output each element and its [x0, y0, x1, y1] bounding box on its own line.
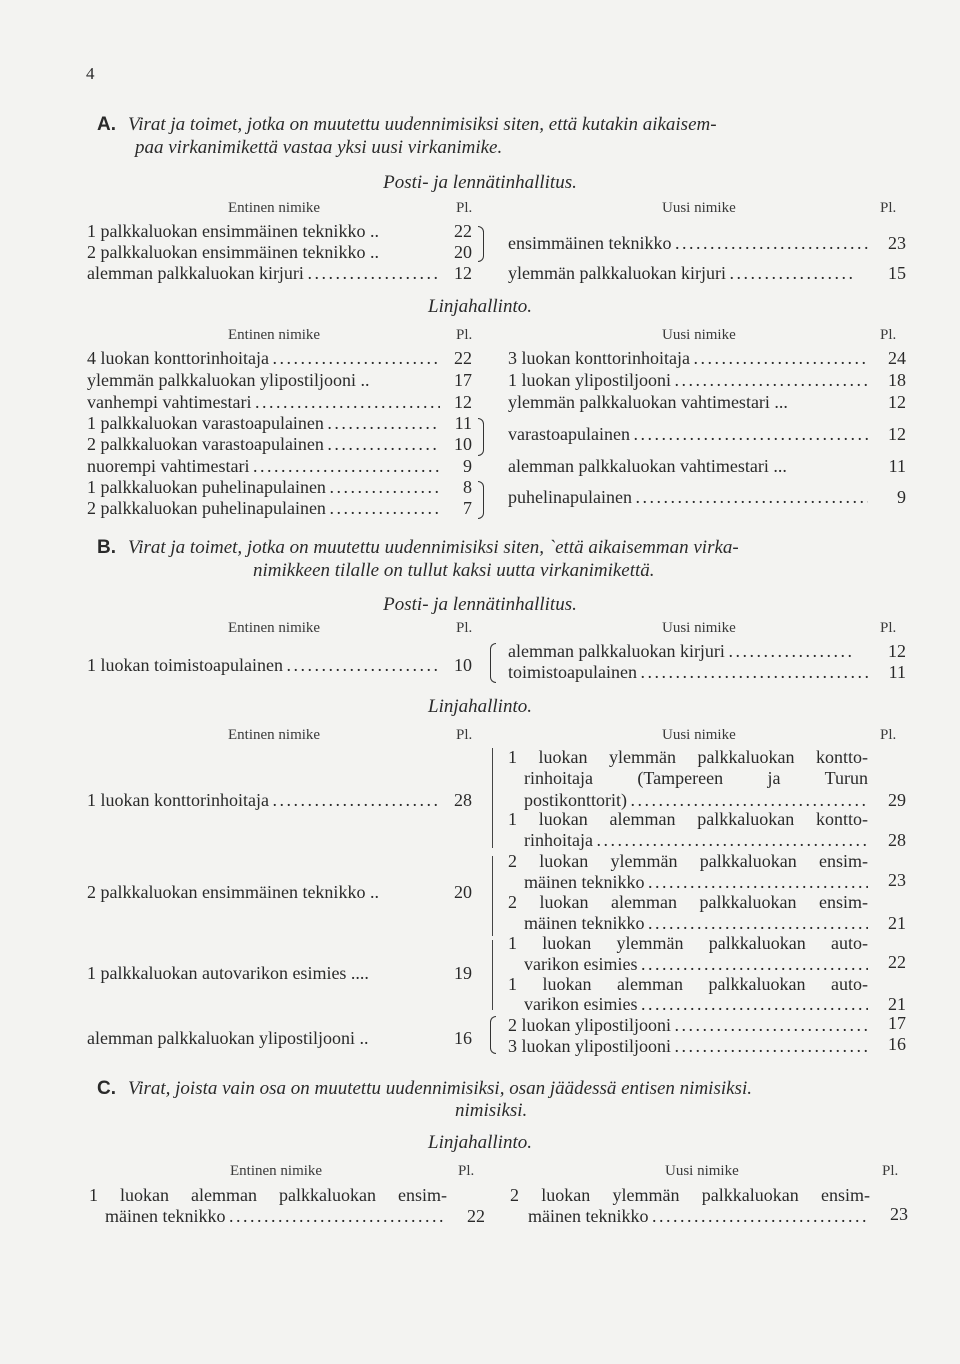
header-pl: Pl. — [458, 1163, 475, 1179]
section-b-heading — [97, 537, 739, 559]
header-new: Uusi nimike — [662, 200, 736, 216]
header-pl: Pl. — [456, 327, 473, 343]
header-old: Entinen nimike — [228, 200, 321, 216]
a2-pl-7: 8 — [463, 477, 472, 497]
b2-new-4-line1: 2 luokan alemman palkkaluokan ensim- — [508, 892, 868, 912]
b2-new-pl-3: 23 — [888, 870, 906, 890]
a1-new-pl-2: 15 — [888, 263, 906, 283]
b2-new-1-line2: rinhoitaja (Tampereen ja Turun — [524, 768, 868, 788]
header-pl: Pl. — [456, 727, 473, 743]
c1-old-line2: mäinen teknikko . . . — [105, 1206, 445, 1227]
a2-pl-4: 11 — [454, 413, 472, 433]
section-title-posti: Posti- ja lennätinhallitus. — [383, 172, 577, 193]
brace — [478, 481, 484, 519]
group-bar — [492, 940, 493, 1010]
a1-new-1: ensimmäinen teknikko . . . — [508, 233, 868, 254]
section-a-line2: paa virkanimikettä vastaa yksi uusi virkanimike. — [135, 137, 503, 158]
header-new: Uusi nimike — [662, 727, 736, 743]
b2-new-pl-2: 28 — [888, 830, 906, 850]
header-new: Uusi nimike — [662, 620, 736, 636]
b2-new-3-line1: 2 luokan ylemmän palkkaluokan ensim- — [508, 851, 868, 871]
b1-pl: 10 — [454, 655, 472, 675]
a2-pl-2: 17 — [454, 370, 472, 390]
a2-new-pl-1: 24 — [888, 348, 906, 368]
a2-old-1: 4 luokan konttorinhoitaja . . . — [87, 348, 440, 369]
b2-new-5-line1: 1 luokan ylemmän palkkaluokan auto- — [508, 933, 868, 953]
section-c-letter: C. — [97, 1078, 116, 1099]
section-a-heading — [97, 114, 717, 136]
c1-new-pl: 23 — [890, 1204, 908, 1224]
b2-new-pl-5: 22 — [888, 952, 906, 972]
b2-old-3: 1 palkkaluokan autovarikon esimies .... — [87, 963, 369, 983]
header-pl: Pl. — [456, 200, 473, 216]
b2-pl-3: 19 — [454, 963, 472, 983]
section-title-linja: Linjahallinto. — [428, 696, 532, 717]
b2-new-pl-7: 17 — [888, 1013, 906, 1033]
a1-old-1: 1 palkkaluokan ensimmäinen teknikko .. — [87, 221, 379, 241]
a1-new-pl-1: 23 — [888, 233, 906, 253]
b1-new-pl-2: 11 — [888, 662, 906, 682]
header-pl-new: Pl. — [880, 727, 897, 743]
b2-new-2-line1: 1 luokan alemman palkkaluokan kontto- — [508, 809, 868, 829]
b2-new-5-line2: varikon esimies . . . — [524, 954, 868, 975]
header-new: Uusi nimike — [662, 327, 736, 343]
section-title-linja: Linjahallinto. — [428, 1132, 532, 1153]
page-number: 4 — [86, 64, 95, 83]
a2-new-2: 1 luokan ylipostiljooni . . . — [508, 370, 868, 391]
brace — [478, 226, 484, 262]
a2-new-6: puhelinapulainen . . . — [508, 487, 868, 508]
a1-old-2: 2 palkkaluokan ensimmäinen teknikko .. — [87, 242, 379, 262]
b2-new-pl-6: 21 — [888, 994, 906, 1014]
section-title-posti: Posti- ja lennätinhallitus. — [383, 594, 577, 615]
b2-new-pl-4: 21 — [888, 913, 906, 933]
section-c-heading — [97, 1078, 752, 1100]
brace — [478, 418, 484, 456]
a2-new-pl-3: 12 — [888, 392, 906, 412]
b2-old-1: 1 luokan konttorinhoitaja . . . — [87, 790, 440, 811]
a2-old-4: 1 palkkaluokan varastoapulainen . . . — [87, 413, 440, 434]
c1-new-line1: 2 luokan ylemmän palkkaluokan ensim- — [510, 1185, 870, 1205]
a2-new-pl-6: 9 — [897, 487, 906, 507]
b2-new-7: 2 luokan ylipostiljooni . . . — [508, 1015, 868, 1036]
a2-new-4: varastoapulainen . . . — [508, 424, 868, 445]
a2-old-6: nuorempi vahtimestari . . . — [87, 456, 440, 477]
header-pl-new: Pl. — [880, 200, 897, 216]
a2-old-8: 2 palkkaluokan puhelinapulainen . . . — [87, 498, 440, 519]
b1-old: 1 luokan toimistoapulainen . . . — [87, 655, 440, 676]
b2-new-2-line2: rinhoitaja . . . — [524, 830, 868, 851]
brace — [490, 1016, 496, 1054]
b2-old-2: 2 palkkaluokan ensimmäinen teknikko .. — [87, 882, 379, 902]
a1-pl-2: 20 — [454, 242, 472, 262]
header-pl: Pl. — [456, 620, 473, 636]
b2-new-6-line1: 1 luokan alemman palkkaluokan auto- — [508, 974, 868, 994]
b2-new-4-line2: mäinen teknikko . . . — [524, 913, 868, 934]
section-a-letter: A. — [97, 114, 116, 135]
header-pl-new: Pl. — [882, 1163, 899, 1179]
b2-pl-2: 20 — [454, 882, 472, 902]
a2-old-5: 2 palkkaluokan varastoapulainen . . . — [87, 434, 440, 455]
b2-new-6-line2: varikon esimies . . . — [524, 994, 868, 1015]
brace — [490, 643, 496, 683]
header-pl-new: Pl. — [880, 327, 897, 343]
header-new: Uusi nimike — [665, 1163, 739, 1179]
b2-pl-1: 28 — [454, 790, 472, 810]
a2-new-1: 3 luokan konttorinhoitaja . . . — [508, 348, 868, 369]
b2-new-1-line3: postikonttorit) . . . — [524, 790, 868, 811]
b2-new-3-line2: mäinen teknikko . . . — [524, 872, 868, 893]
header-old: Entinen nimike — [228, 327, 321, 343]
a1-pl-3: 12 — [454, 263, 472, 283]
section-a-line1: Virat ja toimet, jotka on muutettu uudennimisiksi siten, että kutakin aikaisem- — [128, 114, 717, 135]
a2-new-pl-4: 12 — [888, 424, 906, 444]
b2-new-8: 3 luokan ylipostiljooni . . . — [508, 1036, 868, 1057]
a2-old-3: vanhempi vahtimestari . . . — [87, 392, 440, 413]
a2-pl-8: 7 — [463, 498, 472, 518]
section-b-line1: Virat ja toimet, jotka on muutettu uudennimisiksi siten, `että aikaisemman virka- — [128, 537, 739, 558]
header-old: Entinen nimike — [230, 1163, 323, 1179]
b1-new-pl-1: 12 — [888, 641, 906, 661]
a2-new-3: ylemmän palkkaluokan vahtimestari ... — [508, 392, 788, 412]
b2-pl-4: 16 — [454, 1028, 472, 1048]
section-c-line2: nimisiksi. — [455, 1100, 528, 1121]
a2-old-7: 1 palkkaluokan puhelinapulainen . . . — [87, 477, 440, 498]
c1-old-line1: 1 luokan alemman palkkaluokan ensim- — [89, 1185, 447, 1205]
c1-new-line2: mäinen teknikko . . . — [528, 1206, 870, 1227]
section-b-letter: B. — [97, 537, 116, 558]
a2-pl-5: 10 — [454, 434, 472, 454]
a2-new-pl-5: 11 — [888, 456, 906, 476]
b1-new-1: alemman palkkaluokan kirjuri . . . — [508, 641, 853, 662]
a2-pl-3: 12 — [454, 392, 472, 412]
header-old: Entinen nimike — [228, 727, 321, 743]
b2-new-1-line1: 1 luokan ylemmän palkkaluokan kontto- — [508, 747, 868, 767]
header-old: Entinen nimike — [228, 620, 321, 636]
b2-new-pl-8: 16 — [888, 1034, 906, 1054]
group-bar — [492, 856, 493, 936]
section-b-line2: nimikkeen tilalle on tullut kaksi uutta virkanimikettä. — [253, 560, 655, 581]
group-bar — [492, 748, 493, 848]
a2-pl-1: 22 — [454, 348, 472, 368]
a1-new-2: ylemmän palkkaluokan kirjuri . . . — [508, 263, 854, 284]
c1-old-pl: 22 — [467, 1206, 485, 1226]
header-pl-new: Pl. — [880, 620, 897, 636]
section-title-linja: Linjahallinto. — [428, 296, 532, 317]
a2-new-5: alemman palkkaluokan vahtimestari ... — [508, 456, 787, 476]
section-c-line1: Virat, joista vain osa on muutettu uudennimisiksi, osan jäädessä entisen nimisiksi. — [128, 1078, 752, 1099]
a2-new-pl-2: 18 — [888, 370, 906, 390]
b2-new-pl-1: 29 — [888, 790, 906, 810]
a2-pl-6: 9 — [463, 456, 472, 476]
a1-old-3: alemman palkkaluokan kirjuri . . . — [87, 263, 440, 284]
b2-old-4: alemman palkkaluokan ylipostiljooni .. — [87, 1028, 369, 1048]
a2-old-2: ylemmän palkkaluokan ylipostiljooni .. — [87, 370, 370, 390]
a1-pl-1: 22 — [454, 221, 472, 241]
b1-new-2: toimistoapulainen . . . — [508, 662, 868, 683]
